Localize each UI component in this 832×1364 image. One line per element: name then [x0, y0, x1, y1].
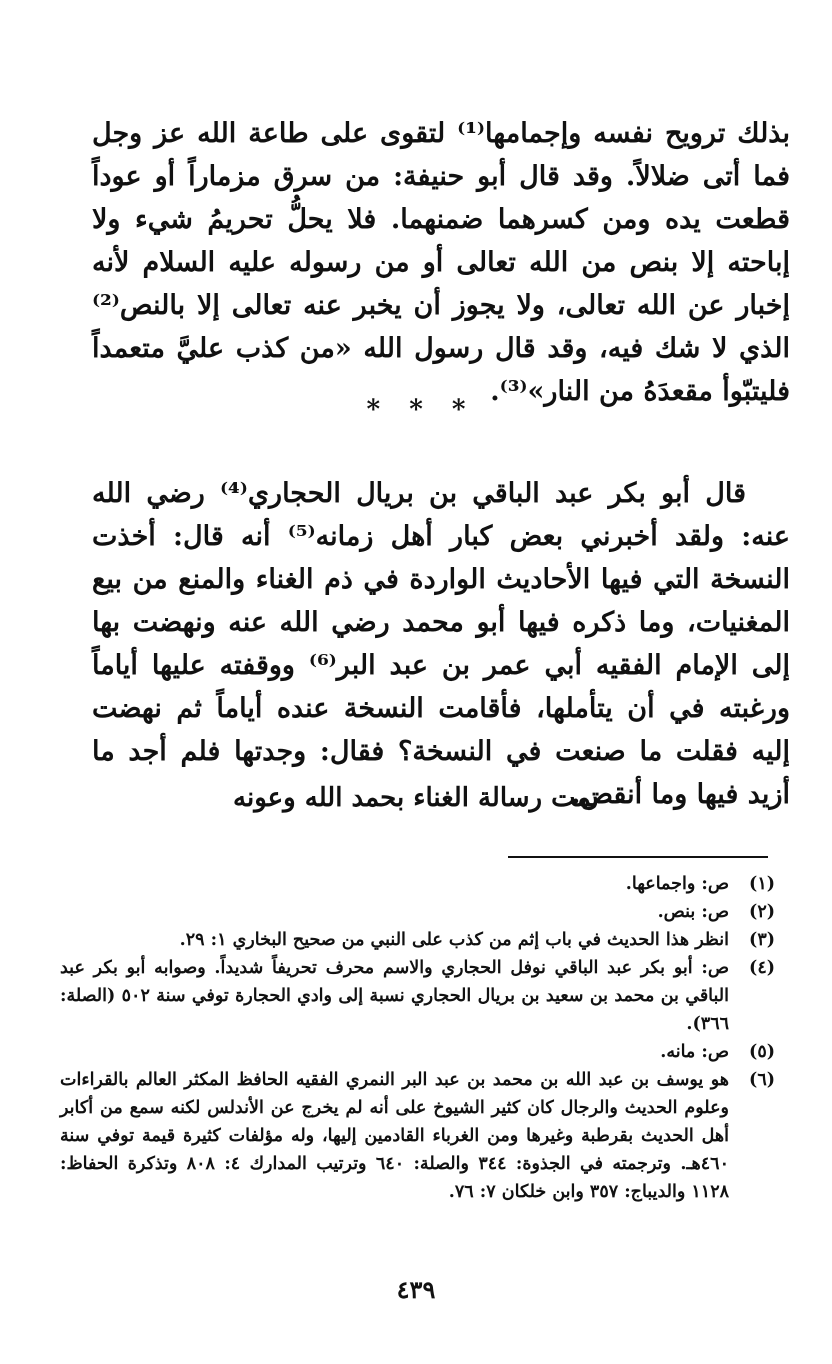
footnote-text: ص: واجماعها.: [625, 874, 729, 894]
page-number: ٤٣٩: [396, 1275, 436, 1304]
footnote-item: [60, 1038, 775, 1066]
footnote-number: (٣): [749, 930, 775, 950]
body-paragraph-2: قال أبو بكر عبد الباقي بن بريال الحجاري⁽⁴⁾ رضي الله عنه: ولقد أخبرني بعض كبار أهل زمانه⁽⁵⁾ أنه قال: أخذت النسخة التي فيها الأحاديث الواردة في ذم الغناء والمنع من بيع المغنيات، وما ذكره فيها أبو محمد رضي الله عنه ونهضت بها إلى الإمام الفقيه أبي عمر بن عبد البر⁽⁶⁾ ووقفته عليها أياماً ورغبته في أن يتأملها، فأقامت النسخة عنده أياماً ثم نهضت إليه فقلت ما صنعت في النسخة؟ فقال: وجدتها فلم أجد ما أزيد فيها وما أنقص.: [92, 478, 790, 810]
footnotes-list: [60, 870, 775, 1206]
footnote-item: [60, 898, 775, 926]
footnote-text: انظر هذا الحديث في باب إثم من كذب على النبي من صحيح البخاري ١: ٢٩.: [179, 930, 729, 950]
footnote-text: ص: أبو بكر عبد الباقي نوفل الحجاري والاسم محرف تحريفاً شديداً. وصوابه أبو بكر عبد الباقي بن محمد بن سعيد بن بريال الحجاري نسبة إلى وادي الحجارة توفي سنة ٥٠٢ (الصلة: ٣٦٦).: [60, 958, 729, 1034]
section-separator: * * *: [366, 395, 466, 425]
footnote-text: ص: بنص.: [657, 902, 729, 922]
body-paragraph-1: بذلك ترويح نفسه وإجمامها⁽¹⁾ لتقوى على طاعة الله عز وجل فما أتى ضلالاً. وقد قال أبو حنيفة: من سرق مزماراً أو عوداً قطعت يده ومن كسرهما ضمنهما. فلا يحلُّ تحريمُ شيء ولا إباحته إلا بنص من الله تعالى أو من رسوله عليه السلام لأنه إخبار عن الله تعالى، ولا يجوز أن يخبر عنه تعالى إلا بالنص⁽²⁾ الذي لا شك فيه، وقد قال رسول الله «من كذب عليَّ متعمداً فليتبّوأ مقعدَهُ من النار»⁽³⁾.: [92, 118, 790, 407]
footnote-text: هو يوسف بن عبد الله بن محمد بن عبد البر النمري الفقيه الحافظ المكثر العالم بالقراءات وعلوم الحديث والرجال كان كثير الشيوخ على أنه لم يخرج عن الأندلس لكنه سمع من أكابر أهل الحديث بقرطبة وغيرها ومن الغرباء القادمين إليها، وله مؤلفات كثيرة قيمة توفي سنة ٤٦٠هـ. وترجمته في الجذوة: ٣٤٤ والصلة: ٦٤٠ وترتيب المدارك ٤: ٨٠٨ وتذكرة الحفاظ: ١١٢٨ والديباج: ٣٥٧ وابن خلكان ٧: ٧٦.: [60, 1070, 729, 1202]
footnote-number: (٢): [749, 902, 775, 922]
closing-line: تمت رسالة الغناء بحمد الله وعونه: [233, 783, 599, 813]
footnote-item: [60, 926, 775, 954]
footnote-item: [60, 1066, 775, 1206]
footnote-text: ص: مانه.: [660, 1042, 729, 1062]
footnote-item: [60, 954, 775, 1038]
footnote-divider: [508, 856, 768, 858]
footnote-number: (٦): [749, 1070, 775, 1090]
footnote-number: (١): [749, 874, 775, 894]
footnote-number: (٥): [749, 1042, 775, 1062]
footnote-item: [60, 870, 775, 898]
footnote-number: (٤): [749, 958, 775, 978]
